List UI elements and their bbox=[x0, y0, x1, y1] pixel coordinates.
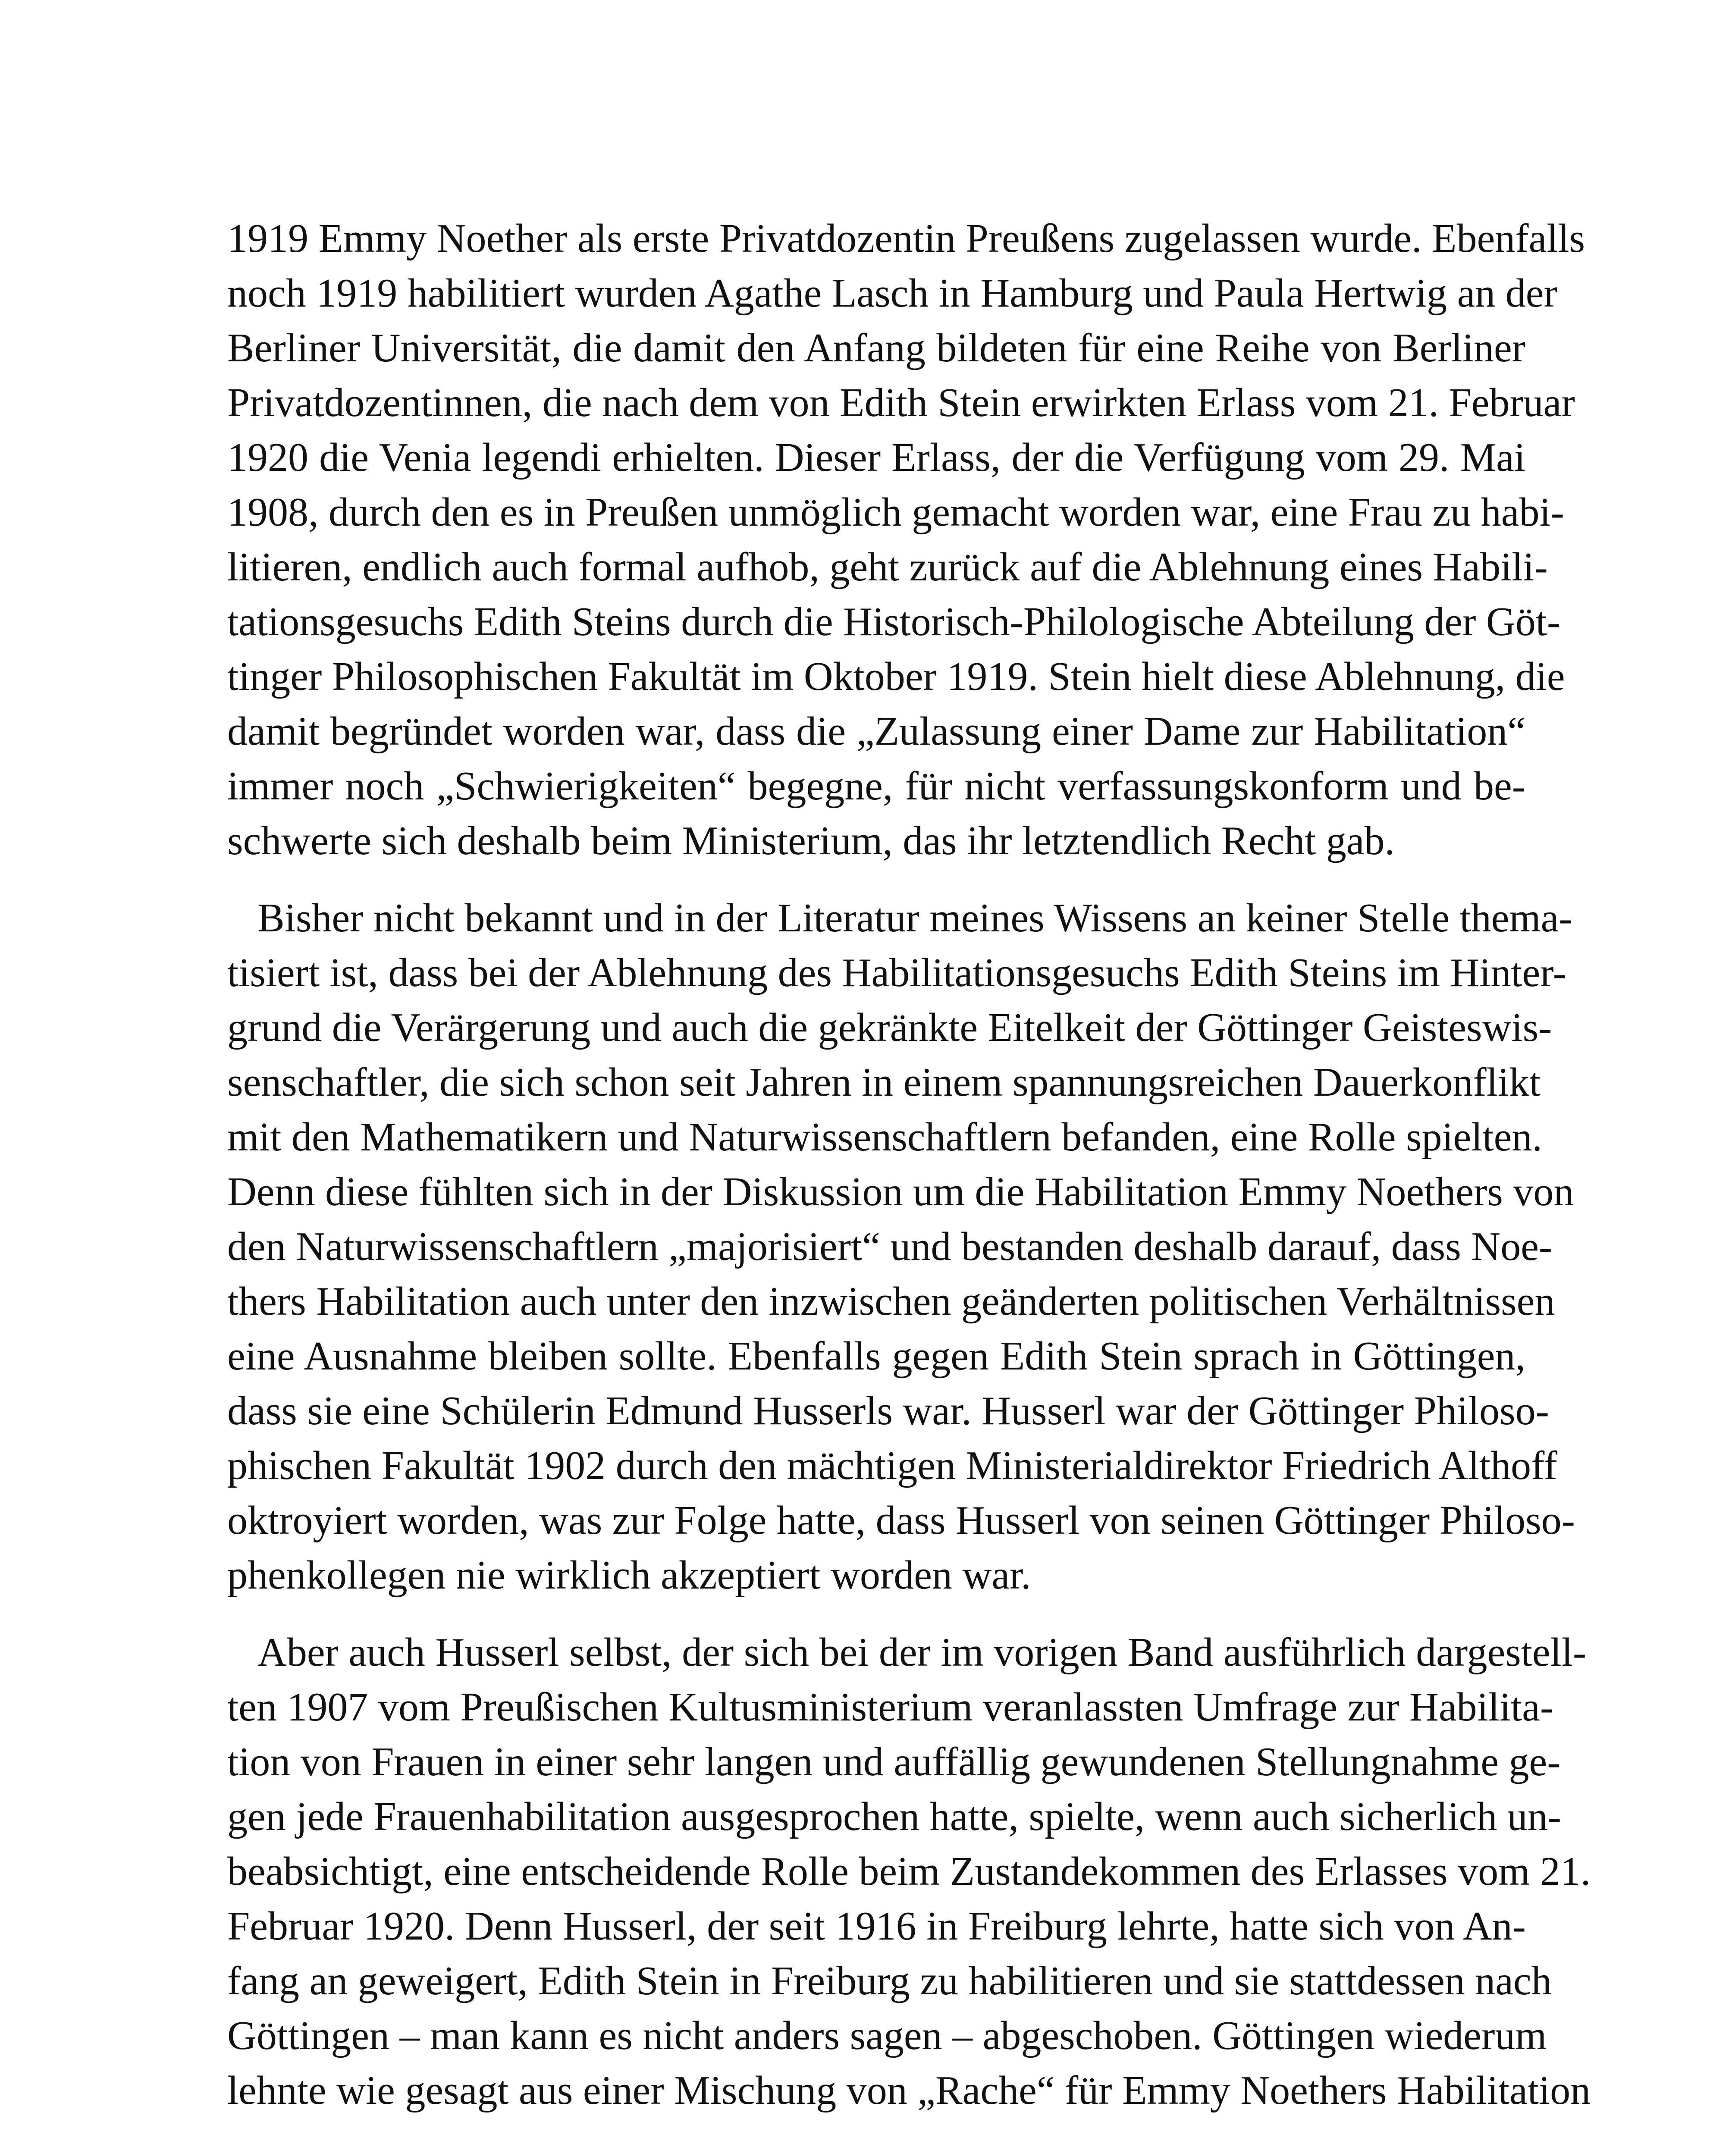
text-line: grund die Verärgerung und auch die gekränkte Eitelkeit der Göttinger Geisteswis- bbox=[227, 1005, 1552, 1050]
text-line: Februar 1920. Denn Husserl, der seit 1916 in Freiburg lehrte, hatte sich von An- bbox=[227, 1904, 1526, 1949]
text-line: tationsgesuchs Edith Steins durch die Historisch-Philologische Abteilung der Göt- bbox=[227, 599, 1561, 644]
text-line: Privatdozentinnen, die nach dem von Edith Stein erwirkten Erlass vom 21. Februar bbox=[227, 380, 1575, 425]
text-line: Berliner Universität, die damit den Anfang bildeten für eine Reihe von Berliner bbox=[227, 326, 1525, 370]
text-line: tisiert ist, dass bei der Ablehnung des Habilitationsgesuchs Edith Steins im Hinter- bbox=[227, 950, 1566, 995]
text-line: tinger Philosophischen Fakultät im Oktober 1919. Stein hielt diese Ablehnung, die bbox=[227, 654, 1565, 699]
text-line: 1908, durch den es in Preußen unmöglich gemacht worden war, eine Frau zu habi- bbox=[227, 490, 1564, 535]
text-line: dass sie eine Schülerin Edmund Husserls war. Husserl war der Göttinger Philoso- bbox=[227, 1388, 1549, 1433]
body-text bbox=[227, 211, 1591, 2118]
text-line: beabsichtigt, eine entscheidende Rolle beim Zustandekommen des Erlasses vom 21. bbox=[227, 1849, 1591, 1894]
paragraph-spacer bbox=[227, 1603, 1525, 1625]
text-line: senschaftler, die sich schon seit Jahren in einem spannungsreichen Dauerkonflikt bbox=[227, 1060, 1541, 1105]
text-line: gen jede Frauenhabilitation ausgesprochen hatte, spielte, wenn auch sicherlich un- bbox=[227, 1794, 1562, 1839]
paragraph bbox=[227, 211, 1585, 868]
text-line: immer noch „Schwierigkeiten“ begegne, für nicht verfassungskonform und be- bbox=[227, 764, 1525, 808]
text-line: litieren, endlich auch formal aufhob, geht zurück auf die Ablehnung eines Habili- bbox=[227, 545, 1548, 589]
text-line: Aber auch Husserl selbst, der sich bei der im vorigen Band ausführlich dargestell- bbox=[257, 1630, 1587, 1675]
text-line: oktroyiert worden, was zur Folge hatte, dass Husserl von seinen Göttinger Philoso- bbox=[227, 1498, 1575, 1543]
text-line: 1920 die Venia legendi erhielten. Dieser Erlass, der die Verfügung vom 29. Mai bbox=[227, 435, 1525, 480]
text-line: thers Habilitation auch unter den inzwischen geänderten politischen Verhältnissen bbox=[227, 1279, 1555, 1324]
text-line: phischen Fakultät 1902 durch den mächtigen Ministerialdirektor Friedrich Althoff bbox=[227, 1443, 1557, 1488]
text-line: eine Ausnahme bleiben sollte. Ebenfalls gegen Edith Stein sprach in Göttingen, bbox=[227, 1334, 1525, 1379]
text-line: ten 1907 vom Preußischen Kultusministerium veranlassten Umfrage zur Habilita- bbox=[227, 1685, 1554, 1730]
text-line: Denn diese fühlten sich in der Diskussion um die Habilitation Emmy Noethers von bbox=[227, 1169, 1574, 1214]
paragraph-spacer bbox=[227, 868, 1525, 891]
text-line: tion von Frauen in einer sehr langen und auffällig gewundenen Stellungnahme ge- bbox=[227, 1739, 1561, 1784]
text-line: den Naturwissenschaftlern „majorisiert“ und bestanden deshalb darauf, dass Noe- bbox=[227, 1224, 1553, 1269]
text-line: schwerte sich deshalb beim Ministerium, das ihr letztendlich Recht gab. bbox=[227, 818, 1395, 863]
text-line: Göttingen – man kann es nicht anders sagen – abgeschoben. Göttingen wiederum bbox=[227, 2013, 1547, 2058]
text-line: lehnte wie gesagt aus einer Mischung von „Rache“ für Emmy Noethers Habilitation bbox=[227, 2068, 1591, 2113]
text-line: damit begründet worden war, dass die „Zulassung einer Dame zur Habilitation“ bbox=[227, 709, 1525, 754]
text-line: Bisher nicht bekannt und in der Literatur meines Wissens an keiner Stelle thema- bbox=[257, 896, 1572, 940]
paragraph bbox=[227, 1625, 1591, 2118]
text-line: phenkollegen nie wirklich akzeptiert worden war. bbox=[227, 1553, 1031, 1598]
text-line: mit den Mathematikern und Naturwissenschaftlern befanden, eine Rolle spielten. bbox=[227, 1115, 1542, 1159]
text-line: fang an geweigert, Edith Stein in Freiburg zu habilitieren und sie stattdessen nach bbox=[227, 1959, 1552, 2003]
text-line: 1919 Emmy Noether als erste Privatdozentin Preußens zugelassen wurde. Ebenfalls bbox=[227, 216, 1585, 261]
paragraph bbox=[227, 891, 1575, 1603]
text-line: noch 1919 habilitiert wurden Agathe Lasch in Hamburg und Paula Hertwig an der bbox=[227, 271, 1557, 316]
